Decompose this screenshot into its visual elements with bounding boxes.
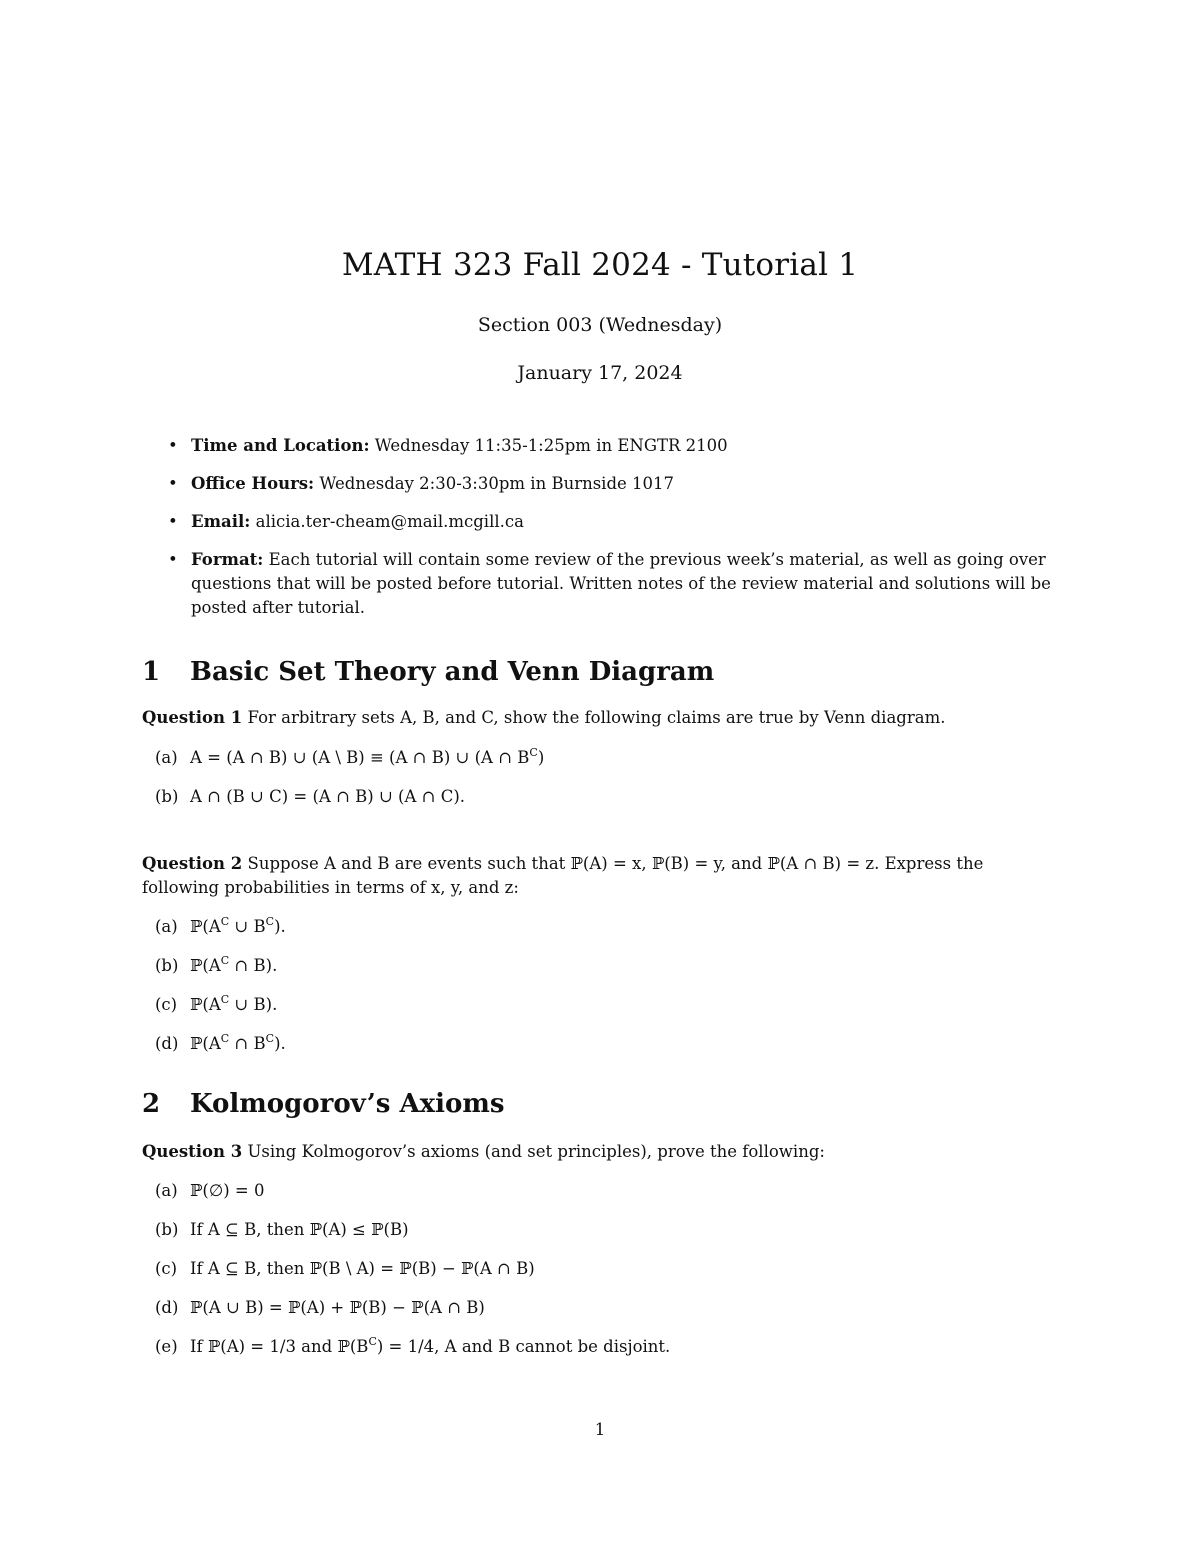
question-part (155, 1257, 670, 1296)
info-label: Email: (191, 512, 251, 531)
info-label: Format: (191, 550, 264, 569)
part-label: (e) (155, 1337, 178, 1356)
section-heading-1 (142, 657, 714, 687)
info-label: Office Hours: (191, 474, 315, 493)
part-label: (d) (155, 1298, 179, 1317)
part-text: If A ⊆ B, then ℙ(A) ≤ ℙ(B) (190, 1220, 409, 1239)
question-1-parts (155, 746, 544, 824)
part-label: (b) (155, 956, 179, 975)
question-2 (142, 852, 1062, 900)
info-text: Wednesday 11:35-1:25pm in ENGTR 2100 (374, 436, 728, 455)
part-text: If A ⊆ B, then ℙ(B \ A) = ℙ(B) − ℙ(A ∩ B) (190, 1259, 535, 1278)
question-part (155, 1179, 670, 1218)
page-number: 1 (594, 1420, 606, 1439)
part-label: (c) (155, 995, 178, 1014)
question-part (155, 1335, 670, 1374)
part-label: (d) (155, 1034, 179, 1053)
section-number: 1 (142, 657, 161, 687)
part-text: $ℙ(A^C$ ∩ $B^C$). (190, 1032, 286, 1053)
info-text: Wednesday 2:30-3:30pm in Burnside 1017 (319, 474, 675, 493)
question-label: Question 1 (142, 708, 243, 727)
section-title: Kolmogorov’s Axioms (190, 1089, 505, 1119)
part-text: $ℙ(A^C$ ∪ B). (190, 993, 278, 1014)
question-text: Suppose A and B are events such that ℙ(A) = x, ℙ(B) = y, and ℙ(A ∩ B) = z. Express the following probabilities in terms of x, y, and z: (142, 854, 984, 897)
section-heading-2 (142, 1089, 505, 1119)
question-part (155, 1296, 670, 1335)
part-label: (b) (155, 787, 179, 806)
question-2-parts (155, 915, 286, 1071)
bullet-icon: • (168, 474, 178, 493)
question-part (155, 915, 286, 954)
bullet-icon: • (168, 550, 178, 569)
question-label: Question 2 (142, 854, 243, 873)
info-label: Time and Location: (191, 436, 370, 455)
part-text: A = (A ∩ B) ∪ (A \ B) ≡ (A ∩ B) ∪ (A ∩ $B^C$) (190, 746, 545, 767)
question-part (155, 993, 286, 1032)
question-text: Using Kolmogorov’s axioms (and set principles), prove the following: (247, 1142, 825, 1161)
question-3-parts (155, 1179, 670, 1374)
bullet-icon: • (168, 512, 178, 531)
email-link[interactable]: alicia.ter-cheam@mail.mcgill.ca (255, 512, 524, 531)
question-text: For arbitrary sets A, B, and C, show the following claims are true by Venn diagram. (247, 708, 946, 727)
part-label: (a) (155, 748, 178, 767)
question-label: Question 3 (142, 1142, 243, 1161)
part-text: $ℙ(A^C$ ∪ $B^C$). (190, 915, 286, 936)
part-text: A ∩ (B ∪ C) = (A ∩ B) ∪ (A ∩ C). (190, 787, 466, 806)
part-label: (a) (155, 917, 178, 936)
info-item-time-location (166, 434, 1066, 458)
question-part (155, 1218, 670, 1257)
part-text: If ℙ(A) = 1/3 and $ℙ(B^C) = 1/4$, A and B cannot be disjoint. (190, 1335, 671, 1356)
part-text: $ℙ(A^C$ ∩ B). (190, 954, 278, 975)
section-title: Basic Set Theory and Venn Diagram (190, 657, 715, 687)
part-text: ℙ(∅) = 0 (190, 1181, 265, 1200)
part-text: ℙ(A ∪ B) = ℙ(A) + ℙ(B) − ℙ(A ∩ B) (190, 1298, 485, 1317)
question-part (155, 1032, 286, 1071)
date-line: January 17, 2024 (517, 362, 683, 384)
section-line: Section 003 (Wednesday) (477, 314, 723, 336)
part-label: (a) (155, 1181, 178, 1200)
question-1 (142, 706, 1062, 730)
bullet-icon: • (168, 436, 178, 455)
question-3 (142, 1140, 1062, 1164)
question-part (155, 954, 286, 993)
question-part (155, 785, 544, 824)
question-part (155, 746, 544, 785)
part-label: (b) (155, 1220, 179, 1239)
info-text: Each tutorial will contain some review of the previous week’s material, as well as going over questions that will be posted before tutorial. Written notes of the review material and solutions will be posted after tutorial. (191, 550, 1051, 617)
document-title: MATH 323 Fall 2024 - Tutorial 1 (341, 247, 859, 283)
info-item-office-hours (166, 472, 1066, 496)
part-label: (c) (155, 1259, 178, 1278)
section-number: 2 (142, 1089, 161, 1119)
info-item-format (166, 548, 1066, 620)
info-list (166, 434, 1066, 634)
info-item-email (166, 510, 1066, 534)
